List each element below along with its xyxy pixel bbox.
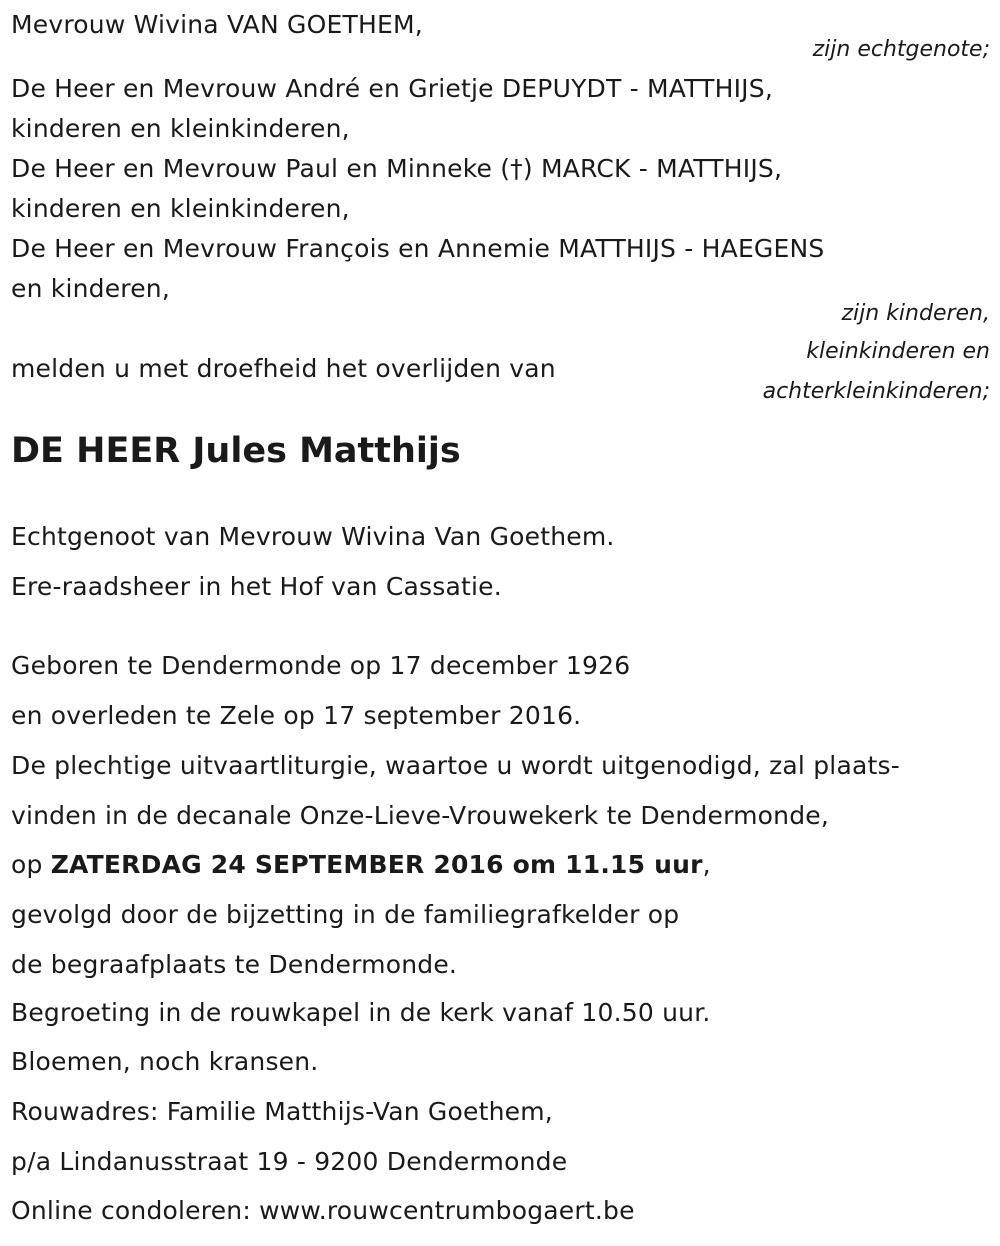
child2-line: De Heer en Mevrouw Paul en Minneke (†) MARCK - MATTHIJS, [11, 154, 783, 183]
online-condolence-line: Online condoleren: www.rouwcentrumbogaert.be [11, 1196, 635, 1225]
born-line: Geboren te Dendermonde op 17 december 1926 [11, 651, 631, 680]
spouse-of-line: Echtgenoot van Mevrouw Wivina Van Goethem. [11, 522, 615, 551]
children-role-1: zijn kinderen, [841, 301, 990, 326]
liturgy-line-2: vinden in de decanale Onze-Lieve-Vrouwekerk te Dendermonde, [11, 801, 830, 830]
child2-sub: kinderen en kleinkinderen, [11, 194, 350, 223]
spouse-line: Mevrouw Wivina VAN GOETHEM, [11, 10, 423, 39]
burial-line-1: gevolgd door de bijzetting in de familiegrafkelder op [11, 900, 680, 929]
date-prefix: op [11, 850, 51, 879]
died-line: en overleden te Zele op 17 september 2016. [11, 701, 582, 730]
child3-line: De Heer en Mevrouw François en Annemie MATTHIJS - HAEGENS [11, 234, 825, 263]
announce-line: melden u met droefheid het overlijden van [11, 354, 556, 383]
date-suffix: , [702, 850, 711, 879]
spouse-role: zijn echtgenote; [812, 37, 990, 62]
address-line-1: Rouwadres: Familie Matthijs-Van Goethem, [11, 1097, 553, 1126]
burial-line-2: de begraafplaats te Dendermonde. [11, 950, 458, 979]
children-role-3: achterkleinkinderen; [762, 379, 990, 404]
child3-sub: en kinderen, [11, 274, 170, 303]
date-bold: ZATERDAG 24 SEPTEMBER 2016 om 11.15 uur [50, 850, 703, 879]
date-line [11, 850, 711, 880]
title-line: Ere-raadsheer in het Hof van Cassatie. [11, 572, 502, 601]
address-line-2: p/a Lindanusstraat 19 - 9200 Dendermonde [11, 1147, 568, 1176]
liturgy-line-1: De plechtige uitvaartliturgie, waartoe u wordt uitgenodigd, zal plaats- [11, 751, 900, 780]
child1-sub: kinderen en kleinkinderen, [11, 114, 350, 143]
children-role-2: kleinkinderen en [806, 339, 990, 364]
flowers-line: Bloemen, noch kransen. [11, 1047, 319, 1076]
deceased-name: DE HEER Jules Matthijs [11, 431, 461, 471]
child1-line: De Heer en Mevrouw André en Grietje DEPUYDT - MATTHIJS, [11, 74, 773, 103]
greeting-line: Begroeting in de rouwkapel in de kerk vanaf 10.50 uur. [11, 998, 711, 1027]
